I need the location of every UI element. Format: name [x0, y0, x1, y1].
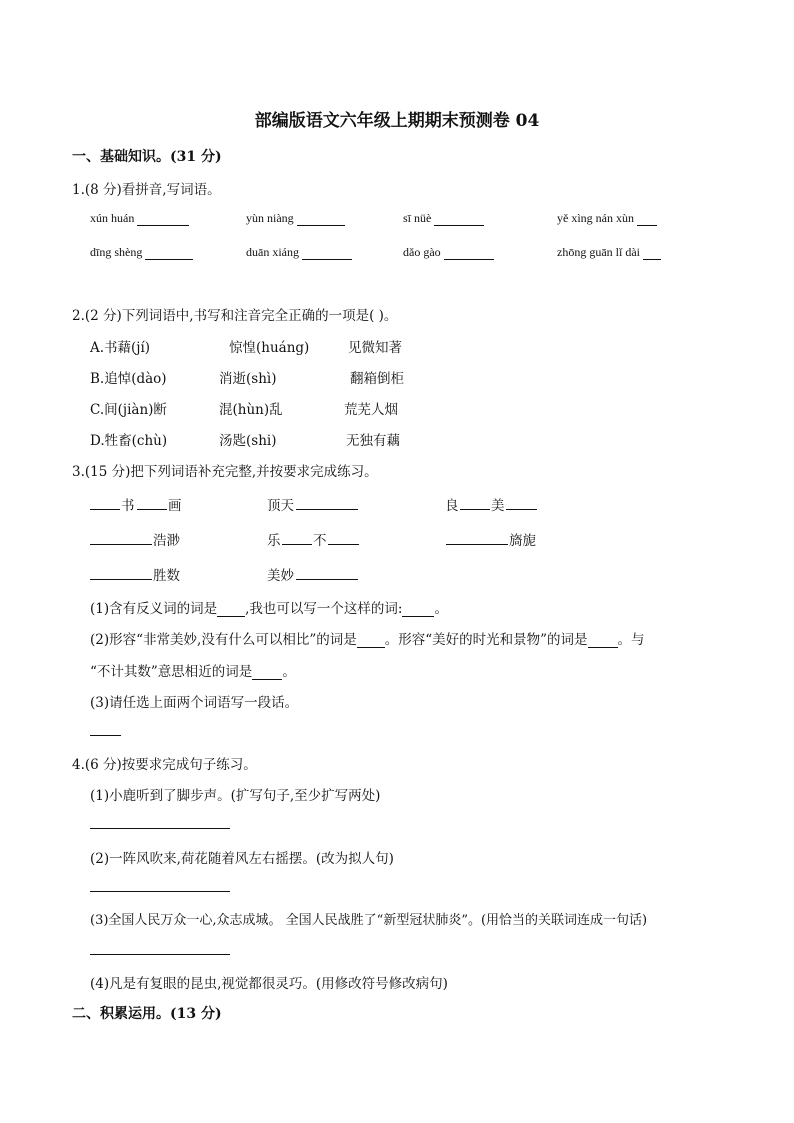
fill-blank[interactable] — [137, 509, 167, 510]
pinyin-text: dīng shèng — [90, 245, 143, 259]
fill-char: 画 — [168, 498, 182, 514]
fill-word: 旖旎 — [509, 533, 536, 549]
pinyin-text: sī nüè — [403, 211, 432, 225]
question-2-stem: 2.(2 分)下列词语中,书写和注音完全正确的一项是( )。 — [72, 308, 398, 324]
answer-line[interactable] — [90, 735, 121, 736]
question-4-sub-3: (3)全国人民万众一心,众志成城。 全国人民战胜了“新型冠状肺炎”。(用恰当的关联词连成一句话) — [90, 913, 648, 928]
sub-2-text-b: 。形容“美好的时光和景物”的词是 — [384, 632, 588, 648]
answer-blank[interactable] — [637, 211, 657, 226]
answer-line[interactable] — [90, 891, 230, 892]
section-2-heading: 二、积累运用。(13 分) — [72, 1006, 222, 1022]
question-3-sub-2 — [90, 628, 645, 648]
fill-word: 美妙 — [267, 568, 294, 584]
pinyin-item — [557, 245, 661, 260]
answer-blank[interactable] — [145, 245, 193, 260]
answer-line[interactable] — [90, 954, 230, 955]
fill-blank[interactable] — [296, 509, 358, 510]
question-4-sub-1: (1)小鹿听到了脚步声。(扩写句子,至少扩写两处) — [90, 788, 381, 804]
fill-char: 乐 — [267, 533, 281, 549]
sub-2-text-e: 。 — [282, 664, 296, 680]
sub-1-text-a: (1)含有反义词的词是 — [90, 601, 218, 617]
question-3-sub-2-cont — [90, 660, 296, 680]
question-1-stem: 1.(8 分)看拼音,写词语。 — [72, 182, 221, 198]
fill-blank[interactable] — [282, 544, 312, 545]
fill-word: 浩渺 — [153, 533, 180, 549]
section-1-heading: 一、基础知识。(31 分) — [72, 149, 222, 165]
answer-blank[interactable] — [402, 602, 434, 617]
answer-blank[interactable] — [137, 211, 189, 226]
fill-char: 不 — [313, 533, 327, 549]
pinyin-text: xún huán — [90, 211, 135, 225]
fill-blank[interactable] — [328, 544, 359, 545]
answer-blank[interactable] — [434, 211, 484, 226]
pinyin-text: dǎo gào — [403, 245, 441, 259]
pinyin-item — [403, 211, 484, 226]
question-4-sub-4: (4)凡是有复眼的昆虫,视觉都很灵巧。(用修改符号修改病句) — [90, 976, 448, 992]
fill-blank[interactable] — [90, 509, 120, 510]
pinyin-text: zhōng guān lǐ dài — [557, 245, 640, 259]
option-d[interactable]: D.牲畜(chù) — [90, 433, 168, 449]
sub-2-text-a: (2)形容“非常美妙,没有什么可以相比”的词是 — [90, 632, 357, 648]
option-b-word-2: 消逝(shì) — [219, 371, 277, 387]
fill-blank[interactable] — [90, 544, 152, 545]
answer-line[interactable] — [90, 828, 230, 829]
page-title: 部编版语文六年级上期期末预测卷 04 — [254, 111, 540, 131]
answer-blank[interactable] — [217, 602, 245, 617]
pinyin-item — [246, 211, 345, 226]
option-d-word-3: 无独有藕 — [346, 433, 400, 449]
pinyin-text: yě xìng nán xùn — [557, 211, 634, 225]
sub-1-text-b: ,我也可以写一个这样的词: — [245, 601, 403, 617]
option-a-word-3: 见微知著 — [348, 340, 402, 356]
answer-blank[interactable] — [588, 633, 618, 648]
sub-2-text-c: 。与 — [617, 632, 645, 648]
question-3-sub-3: (3)请任选上面两个词语写一段话。 — [90, 695, 299, 711]
fill-char: 良 — [445, 498, 459, 514]
pinyin-item — [403, 245, 494, 260]
answer-blank[interactable] — [252, 665, 282, 680]
question-3-sub-1 — [90, 597, 448, 617]
option-c[interactable]: C.间(jiàn)断 — [90, 402, 167, 418]
fill-char: 书 — [121, 498, 135, 514]
fill-char: 美 — [491, 498, 505, 514]
answer-blank[interactable] — [302, 245, 352, 260]
answer-blank[interactable] — [357, 633, 385, 648]
question-3-stem: 3.(15 分)把下列词语补充完整,并按要求完成练习。 — [72, 464, 378, 480]
pinyin-item — [90, 211, 189, 226]
pinyin-text: duān xiáng — [246, 245, 299, 259]
fill-blank[interactable] — [460, 509, 490, 510]
answer-blank[interactable] — [444, 245, 494, 260]
question-4-stem: 4.(6 分)按要求完成句子练习。 — [72, 757, 257, 773]
pinyin-item — [246, 245, 352, 260]
option-c-word-3: 荒芜人烟 — [344, 402, 398, 418]
pinyin-text: yùn niàng — [246, 211, 294, 225]
fill-blank[interactable] — [446, 544, 508, 545]
option-b-word-3: 翻箱倒柜 — [350, 371, 404, 387]
pinyin-item — [90, 245, 193, 260]
fill-blank[interactable] — [296, 579, 358, 580]
sub-1-text-c: 。 — [434, 601, 448, 617]
fill-word: 顶天 — [267, 498, 294, 514]
fill-blank[interactable] — [90, 579, 152, 580]
option-b[interactable]: B.追悼(dào) — [90, 371, 167, 387]
fill-word: 胜数 — [153, 568, 180, 584]
answer-blank[interactable] — [297, 211, 345, 226]
option-a[interactable]: A.书藉(jí) — [90, 340, 151, 356]
fill-blank[interactable] — [506, 509, 537, 510]
option-c-word-2: 混(hùn)乱 — [219, 402, 283, 418]
answer-blank[interactable] — [643, 245, 661, 260]
option-d-word-2: 汤匙(shi) — [219, 433, 277, 449]
sub-2-text-d: “不计其数”意思相近的词是 — [90, 664, 253, 680]
pinyin-item — [557, 211, 657, 226]
option-a-word-2: 惊惶(huáng) — [229, 340, 310, 356]
question-4-sub-2: (2)一阵风吹来,荷花随着风左右摇摆。(改为拟人句) — [90, 851, 394, 867]
